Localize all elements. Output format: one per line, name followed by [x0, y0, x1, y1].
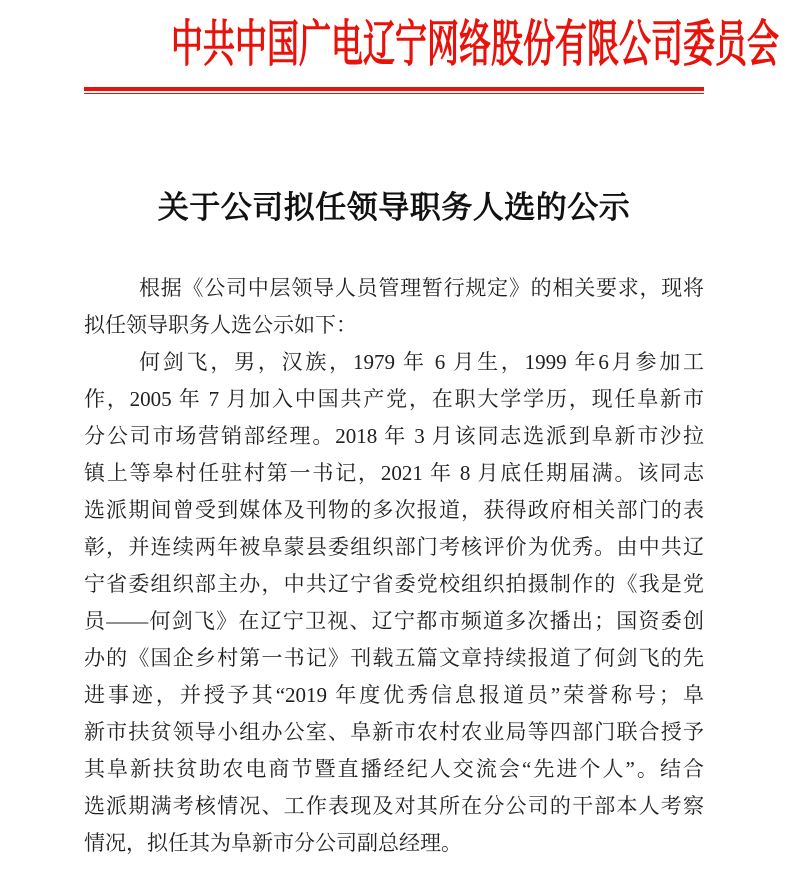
document-line: 员——何剑飞》在辽宁卫视、辽宁都市频道多次播出；国资委创	[84, 608, 704, 633]
document-line: 何剑飞，男，汉族，1979 年 6 月生，1999 年6月参加工	[139, 349, 704, 374]
document-line: 分公司市场营销部经理。2018 年 3 月该同志选派到阜新市沙拉	[84, 423, 704, 448]
document-line: 其阜新扶贫助农电商节暨直播经纪人交流会“先进个人”。结合	[84, 756, 704, 781]
document-line: 新市扶贫领导小组办公室、阜新市农村农业局等四部门联合授予	[84, 719, 704, 744]
document-line: 情况，拟任其为阜新市分公司副总经理。	[84, 830, 462, 855]
document-line: 选派期满考核情况、工作表现及对其所在分公司的干部本人考察	[84, 793, 704, 818]
red-divider-rule	[84, 87, 704, 94]
letterhead-org-name: 中共中国广电辽宁网络股份有限公司委员会	[171, 16, 779, 72]
document-line: 作，2005 年 7 月加入中国共产党，在职大学学历，现任阜新市	[84, 386, 704, 411]
document-line: 选派期间曾受到媒体及刊物的多次报道，获得政府相关部门的表	[84, 497, 704, 522]
letterhead	[0, 14, 788, 74]
document-body	[84, 270, 704, 862]
document-line: 根据《公司中层领导人员管理暂行规定》的相关要求，现将	[139, 275, 704, 300]
document-title: 关于公司拟任领导职务人选的公示	[157, 189, 631, 225]
document-line: 镇上等皋村任驻村第一书记，2021 年 8 月底任期届满。该同志	[84, 460, 704, 485]
document-line: 办的《国企乡村第一书记》刊载五篇文章持续报道了何剑飞的先	[84, 645, 704, 670]
document-line: 彰，并连续两年被阜蒙县委组织部门考核评价为优秀。由中共辽	[84, 534, 704, 559]
document-line: 进事迹，并授予其“2019 年度优秀信息报道员”荣誉称号；阜	[84, 682, 704, 707]
document-line: 拟任领导职务人选公示如下：	[84, 312, 357, 337]
document-line: 宁省委组织部主办，中共辽宁省委党校组织拍摄制作的《我是党	[84, 571, 704, 596]
